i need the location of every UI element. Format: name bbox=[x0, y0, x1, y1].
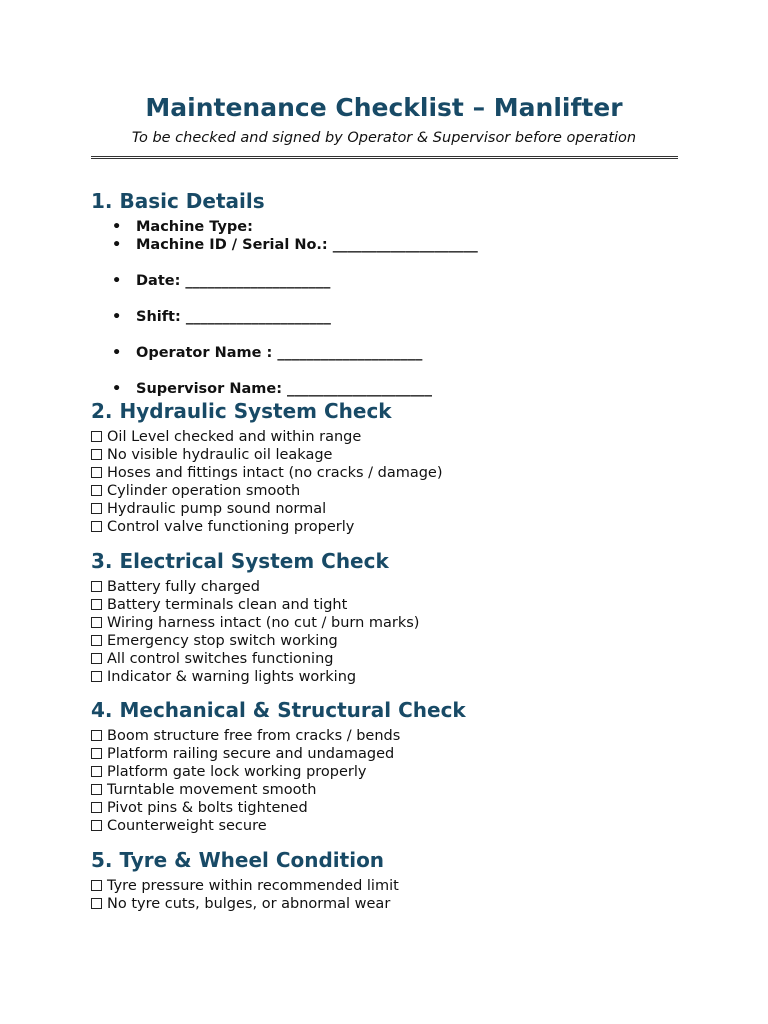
checklist-item-label: Battery fully charged bbox=[107, 579, 260, 595]
checklist-item bbox=[91, 817, 267, 835]
bullet-icon: • bbox=[112, 237, 122, 253]
checklist-item bbox=[91, 614, 419, 632]
bullet-icon: • bbox=[112, 219, 122, 235]
checklist-item-label: Emergency stop switch working bbox=[107, 633, 338, 649]
basic-detail-machine-id bbox=[112, 236, 478, 254]
checklist-item bbox=[91, 428, 361, 446]
checklist-item-label: No tyre cuts, bulges, or abnormal wear bbox=[107, 896, 391, 912]
checklist-item-label: Hoses and fittings intact (no cracks / damage) bbox=[107, 465, 443, 481]
checklist-item bbox=[91, 799, 308, 817]
basic-detail-label: Shift: ____________________ bbox=[136, 309, 331, 325]
bullet-icon: • bbox=[112, 273, 122, 289]
checklist-item bbox=[91, 650, 334, 668]
checkbox-icon bbox=[91, 503, 102, 514]
checklist-item bbox=[91, 518, 354, 536]
basic-detail-date bbox=[112, 272, 330, 290]
checklist-item-label: Tyre pressure within recommended limit bbox=[107, 878, 399, 894]
checklist-item bbox=[91, 578, 260, 596]
basic-detail-supervisor-name bbox=[112, 380, 432, 398]
basic-detail-label: Machine ID / Serial No.: ____________________ bbox=[136, 237, 478, 253]
section-heading-basic-details: 1. Basic Details bbox=[91, 189, 265, 213]
checkbox-icon bbox=[91, 820, 102, 831]
bullet-icon: • bbox=[112, 345, 122, 361]
section-heading-electrical: 3. Electrical System Check bbox=[91, 549, 389, 573]
section-heading-tyre-wheel: 5. Tyre & Wheel Condition bbox=[91, 848, 385, 872]
title-divider bbox=[91, 156, 678, 159]
checklist-item-label: Platform railing secure and undamaged bbox=[107, 746, 395, 762]
checkbox-icon bbox=[91, 599, 102, 610]
checkbox-icon bbox=[91, 880, 102, 891]
checklist-item bbox=[91, 727, 400, 745]
checklist-item bbox=[91, 464, 443, 482]
section-heading-mechanical: 4. Mechanical & Structural Check bbox=[91, 698, 466, 722]
checkbox-icon bbox=[91, 581, 102, 592]
basic-detail-machine-type bbox=[112, 218, 253, 236]
checkbox-icon bbox=[91, 521, 102, 532]
checklist-item bbox=[91, 668, 356, 686]
checkbox-icon bbox=[91, 784, 102, 795]
checklist-item-label: All control switches functioning bbox=[107, 651, 334, 667]
checkbox-icon bbox=[91, 802, 102, 813]
checklist-item bbox=[91, 895, 390, 913]
page-title: Maintenance Checklist – Manlifter bbox=[145, 93, 623, 122]
bullet-icon: • bbox=[112, 309, 122, 325]
checkbox-icon bbox=[91, 766, 102, 777]
checkbox-icon bbox=[91, 485, 102, 496]
checkbox-icon bbox=[91, 467, 102, 478]
checklist-item-label: Battery terminals clean and tight bbox=[107, 597, 348, 613]
checklist-item-label: Wiring harness intact (no cut / burn marks) bbox=[107, 615, 420, 631]
checkbox-icon bbox=[91, 653, 102, 664]
checklist-item bbox=[91, 763, 366, 781]
basic-detail-label: Supervisor Name: ____________________ bbox=[136, 381, 433, 397]
checklist-item-label: Control valve functioning properly bbox=[107, 519, 355, 535]
checklist-item bbox=[91, 877, 399, 895]
checklist-item bbox=[91, 781, 316, 799]
checkbox-icon bbox=[91, 898, 102, 909]
checkbox-icon bbox=[91, 748, 102, 759]
basic-detail-shift bbox=[112, 308, 331, 326]
checkbox-icon bbox=[91, 617, 102, 628]
basic-detail-operator-name bbox=[112, 344, 422, 362]
checkbox-icon bbox=[91, 449, 102, 460]
section-heading-hydraulic: 2. Hydraulic System Check bbox=[91, 399, 392, 423]
page-subtitle: To be checked and signed by Operator & Supervisor before operation bbox=[131, 130, 637, 146]
checkbox-icon bbox=[91, 431, 102, 442]
checklist-item-label: Turntable movement smooth bbox=[107, 782, 317, 798]
checklist-item bbox=[91, 745, 394, 763]
checklist-item-label: Hydraulic pump sound normal bbox=[107, 501, 327, 517]
checklist-item-label: Indicator & warning lights working bbox=[107, 669, 357, 685]
checklist-item bbox=[91, 596, 347, 614]
checklist-item-label: Pivot pins & bolts tightened bbox=[107, 800, 308, 816]
checklist-item-label: Oil Level checked and within range bbox=[107, 429, 362, 445]
checklist-item bbox=[91, 482, 300, 500]
checklist-item-label: Platform gate lock working properly bbox=[107, 764, 367, 780]
checkbox-icon bbox=[91, 671, 102, 682]
checklist-item-label: Counterweight secure bbox=[107, 818, 267, 834]
checklist-item-label: Cylinder operation smooth bbox=[107, 483, 301, 499]
basic-detail-label: Date: ____________________ bbox=[136, 273, 331, 289]
checkbox-icon bbox=[91, 635, 102, 646]
checklist-item bbox=[91, 500, 326, 518]
checklist-item-label: No visible hydraulic oil leakage bbox=[107, 447, 333, 463]
checklist-item bbox=[91, 446, 332, 464]
basic-detail-label: Operator Name : ____________________ bbox=[136, 345, 423, 361]
basic-detail-label: Machine Type: bbox=[136, 219, 253, 235]
checkbox-icon bbox=[91, 730, 102, 741]
checklist-item-label: Boom structure free from cracks / bends bbox=[107, 728, 401, 744]
bullet-icon: • bbox=[112, 381, 122, 397]
checklist-item bbox=[91, 632, 338, 650]
